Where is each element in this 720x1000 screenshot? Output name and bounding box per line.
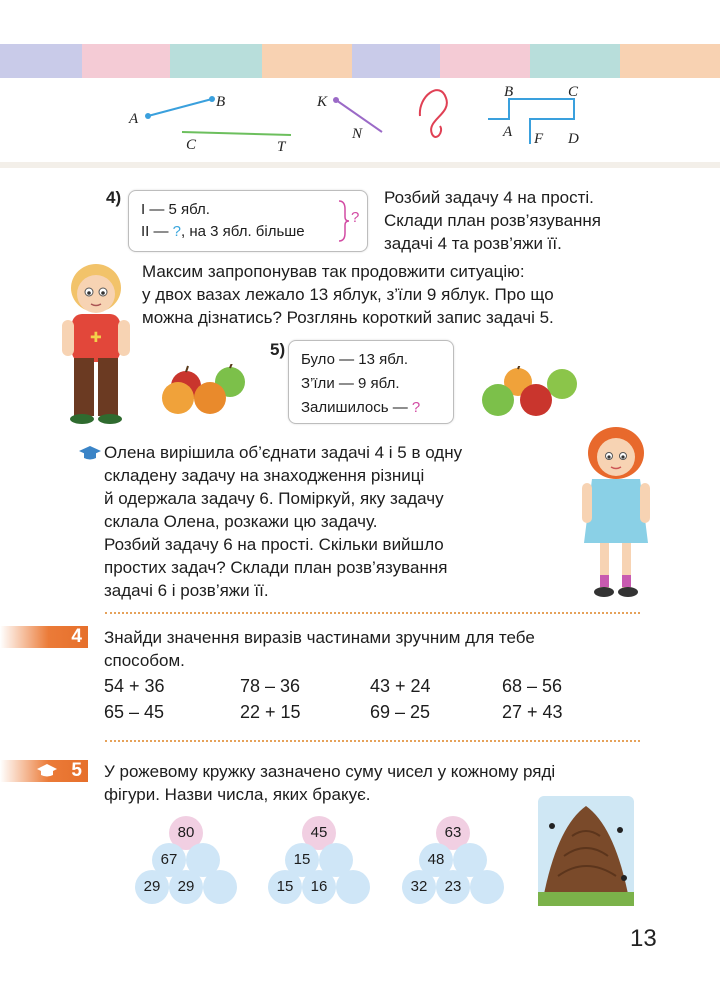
task5-short-record: [288, 340, 454, 424]
task4-instruction: Розбий задачу 4 на прості. Склади план розв’язування задачі 4 та розв’яжи її.: [384, 188, 602, 253]
expression: 69 – 25: [370, 702, 431, 722]
empty-circle: [470, 870, 504, 904]
number-circle: 15: [268, 870, 302, 904]
sum-circle: 80: [169, 816, 203, 850]
ray-kn: [316, 94, 382, 142]
exercise4-text: Знайди значення виразів частинами зручним для тебе способом.: [104, 628, 535, 670]
brace-question: ?: [351, 209, 360, 226]
stripe-6: [440, 44, 530, 78]
expression: 78 – 36: [240, 676, 301, 696]
divider-2: [105, 740, 640, 742]
boy-illustration: [56, 258, 146, 428]
label-b: B: [216, 94, 226, 110]
stripe-2: [82, 44, 170, 78]
task5-record-line1: Було — 13 ябл.: [301, 351, 409, 368]
task4-record-line2: II — ?, на 3 ябл. більше: [141, 223, 305, 240]
expression: 65 – 45: [104, 702, 165, 722]
divider-1: [105, 612, 640, 614]
empty-circle: [203, 870, 237, 904]
task5-record-line3: Залишилось — ?: [301, 399, 421, 416]
number-circle: 67: [152, 843, 186, 877]
exercise4-badge: 4: [0, 626, 88, 648]
stripe-4: [262, 44, 352, 78]
olena-text: Олена вирішила об’єднати задачі 4 і 5 в одну складену задачу на знаходження різниці й одержала задачу 6. Поміркуй, яку задачу склала Олена, розкажи цю задачу. Розбий задачу 6 на прості. Скільки вийшло простих задач? Склади план розв’язування задачі 6 і розв’яжи її.: [104, 443, 463, 600]
number-circle: 23: [436, 870, 470, 904]
expression: 27 + 43: [502, 702, 563, 722]
expression: 43 + 24: [370, 676, 431, 696]
number-circle: 16: [302, 870, 336, 904]
number-circle: 29: [169, 870, 203, 904]
expression: 54 + 36: [104, 676, 165, 696]
graduation-cap-icon: [78, 444, 102, 462]
label-f: F: [534, 131, 544, 147]
label-t: T: [277, 139, 286, 155]
task5-record-line2: З’їли — 9 ябл.: [301, 375, 400, 392]
task5-number: 5): [270, 340, 286, 359]
girl-illustration: [578, 425, 658, 605]
curve-line: [420, 90, 447, 137]
line-ct: [182, 132, 291, 155]
stripe-3: [170, 44, 262, 78]
label-k: K: [317, 94, 328, 110]
label-c2: C: [568, 84, 579, 100]
number-circle: 32: [402, 870, 436, 904]
stripe-8: [620, 44, 720, 78]
stripe-7: [530, 44, 620, 78]
graduation-cap-icon: [36, 763, 58, 779]
sum-circle: 63: [436, 816, 470, 850]
apples-right: [478, 366, 578, 418]
maksym-text: Максим запропонував так продовжити ситуацію: у двох вазах лежало 13 яблук, з’їли 9 яблук. Про що можна дізнатись? Розглянь короткий запис задачі 5.: [142, 262, 554, 327]
empty-circle: [336, 870, 370, 904]
label-a: A: [129, 111, 139, 127]
geometry-figures-band: [0, 78, 720, 168]
task4-number: 4): [106, 188, 122, 207]
svg-text:✚: ✚: [90, 330, 102, 346]
expression: 22 + 15: [240, 702, 301, 722]
number-circle: 48: [419, 843, 453, 877]
number-circle: 29: [135, 870, 169, 904]
task4-short-record: [128, 190, 368, 252]
page-number: 13: [630, 925, 657, 952]
segment-ab: [128, 94, 225, 127]
stripe-1: [0, 44, 82, 78]
geometry-figures: [0, 78, 720, 162]
exercise5-badge: 5: [0, 760, 88, 782]
label-b2: B: [504, 84, 514, 100]
label-d: D: [568, 131, 579, 147]
polyline-figure: [488, 84, 579, 147]
label-n: N: [352, 126, 363, 142]
task4-record-line1: I — 5 ябл.: [141, 201, 210, 218]
label-c: C: [186, 137, 197, 153]
brace: [337, 199, 351, 243]
apples-left: [160, 364, 252, 416]
label-a2: A: [503, 124, 513, 140]
exercise5-text: У рожевому кружку зазначено суму чисел у кожному ряді фігури. Назви числа, яких бракує.: [104, 762, 556, 804]
anthill-illustration: [538, 796, 634, 906]
number-circle: 15: [285, 843, 319, 877]
expression: 68 – 56: [502, 676, 563, 696]
stripe-5: [352, 44, 440, 78]
sum-circle: 45: [302, 816, 336, 850]
